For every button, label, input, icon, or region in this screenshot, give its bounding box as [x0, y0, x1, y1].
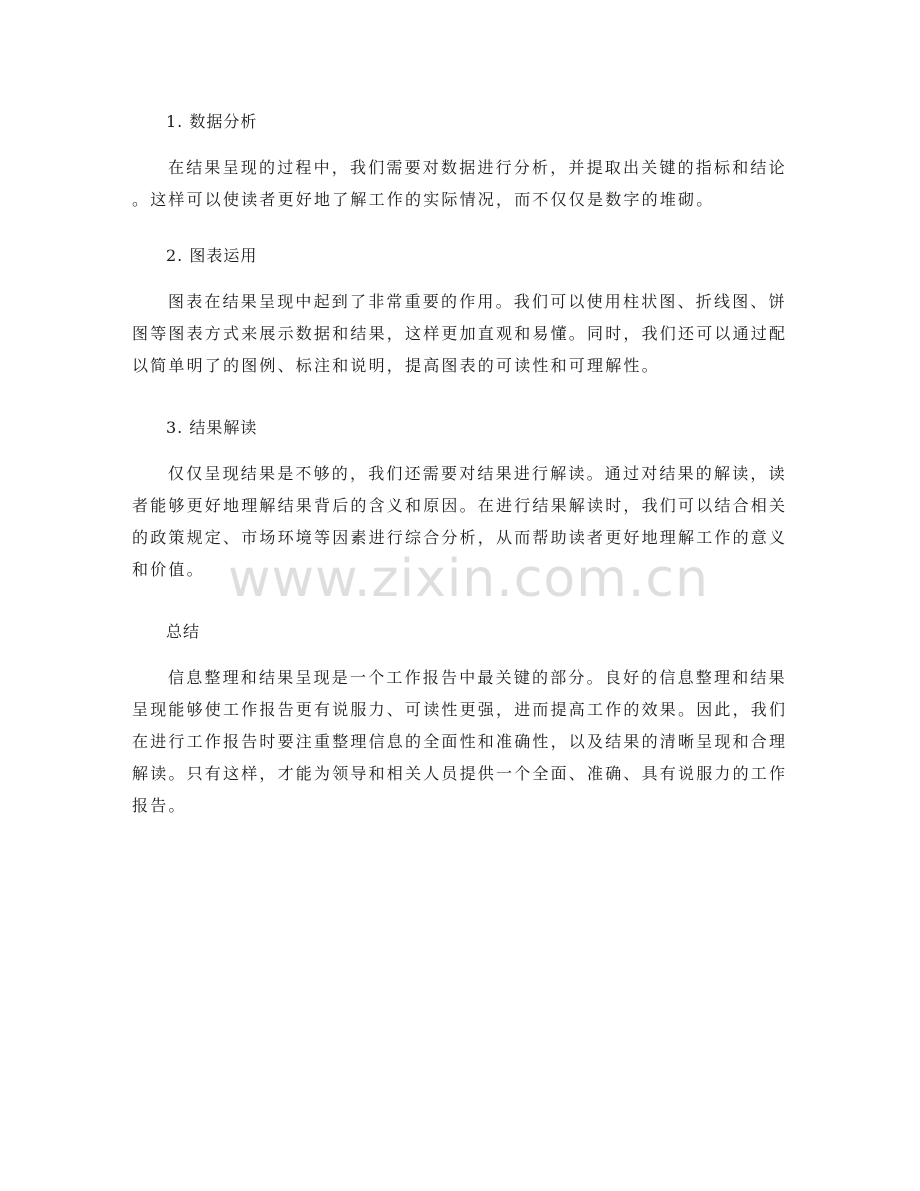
paragraph-line: 仅仅呈现结果是不够的，我们还需要对结果进行解读。通过对结果的解读，读 — [168, 464, 787, 483]
watermark: www.zixin.com.cn — [228, 549, 709, 609]
paragraph-line: 者能够更好地理解结果背后的含义和原因。在进行结果解读时，我们可以结合相关 — [132, 496, 788, 515]
paragraph-line: 和价值。 — [132, 560, 205, 579]
paragraph-line: 的政策规定、市场环境等因素进行综合分析，从而帮助读者更好地理解工作的意义 — [132, 528, 788, 547]
paragraph-line: 图表在结果呈现中起到了非常重要的作用。我们可以使用柱状图、折线图、饼 — [168, 292, 787, 311]
paragraph-line: 在进行工作报告时要注重整理信息的全面性和准确性，以及结果的清晰呈现和合理 — [132, 732, 788, 751]
paragraph-line: 图等图表方式来展示数据和结果，这样更加直观和易懂。同时，我们还可以通过配 — [132, 324, 788, 343]
paragraph-line: 呈现能够使工作报告更有说服力、可读性更强，进而提高工作的效果。因此，我们 — [132, 700, 788, 719]
section-heading-chart-usage: 2. 图表运用 — [166, 246, 258, 265]
paragraph-line: 以简单明了的图例、标注和说明，提高图表的可读性和可理解性。 — [132, 356, 660, 375]
section-paragraph-result-interpretation — [132, 458, 788, 586]
paragraph-line: 解读。只有这样，才能为领导和相关人员提供一个全面、准确、具有说服力的工作 — [132, 764, 788, 783]
paragraph-line: 在结果呈现的过程中，我们需要对数据进行分析，并提取出关键的指标和结论 — [168, 158, 787, 177]
paragraph-line: 。这样可以使读者更好地了解工作的实际情况，而不仅仅是数字的堆砌。 — [132, 190, 715, 209]
section-heading-data-analysis: 1. 数据分析 — [166, 112, 258, 131]
section-paragraph-chart-usage — [132, 286, 788, 382]
paragraph-line: 信息整理和结果呈现是一个工作报告中最关键的部分。良好的信息整理和结果 — [168, 668, 787, 687]
section-paragraph-data-analysis — [132, 152, 788, 216]
paragraph-line: 报告。 — [132, 796, 187, 815]
section-heading-summary: 总结 — [166, 622, 201, 641]
section-paragraph-summary — [132, 662, 788, 822]
section-heading-result-interpretation: 3. 结果解读 — [166, 418, 258, 437]
